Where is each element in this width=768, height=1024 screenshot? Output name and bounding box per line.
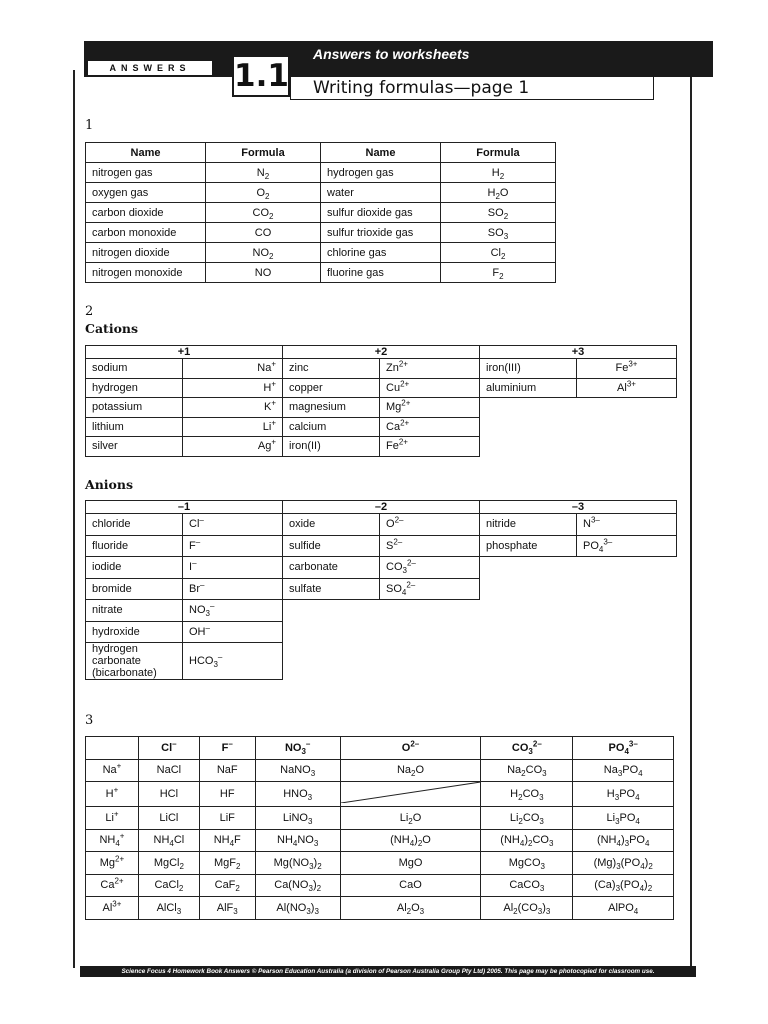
cation-row-header: $Ca^{2+}$	[86, 874, 139, 897]
table-row	[86, 378, 677, 398]
charge-group-header: –3	[480, 501, 677, 514]
ion-name: sulfide	[283, 535, 380, 557]
header-kicker: Answers to worksheets	[313, 46, 470, 62]
cation-row-header: Na+	[86, 759, 139, 782]
compound-formula: MgCl$_2$	[138, 852, 199, 875]
empty-cell	[577, 417, 677, 437]
compound-name: water	[321, 183, 441, 203]
column-header: Formula	[206, 143, 321, 163]
empty-cell	[480, 417, 577, 437]
compound-formula: CaCl$_2$	[138, 874, 199, 897]
page-frame-right	[690, 70, 692, 968]
compound-formula: AlCl$_3$	[138, 897, 199, 920]
empty-cell	[480, 621, 577, 643]
anion-column-header: $O^{2-}$	[340, 737, 481, 760]
compound-formula: $F_2$	[440, 263, 555, 283]
compound-formula: $Al_2(CO_3)_3$	[481, 897, 573, 920]
empty-cell	[283, 600, 380, 622]
ion-name: nitrate	[86, 600, 183, 622]
anion-column-header: $NO_3^-$	[255, 737, 340, 760]
footer-copyright: Science Focus 4 Homework Book Answers © Pearson Education Australia (a division of Pearson Australia Group Pty Ltd) 2005. This page may be photocopied for classroom use.	[80, 966, 696, 977]
ion-name: chloride	[86, 514, 183, 536]
compound-formula: NaF	[199, 759, 255, 782]
compound-formula: $(Ca)_3(PO_4)_2$	[573, 874, 674, 897]
compound-formula: LiF	[199, 807, 255, 830]
table-header-row	[86, 143, 556, 163]
table-row	[86, 578, 677, 600]
ion-symbol: F–	[183, 535, 283, 557]
cation-row-header: $Al^{3+}$	[86, 897, 139, 920]
ion-symbol: $Mg^{2+}$	[380, 398, 480, 418]
compound-formula: $H_2CO_3$	[481, 782, 573, 807]
compound-formula: $(NH_4)_2O$	[340, 829, 481, 852]
compound-formula: $Na_2O$	[340, 759, 481, 782]
ion-symbol: $CO_3^{2-}$	[380, 557, 480, 579]
empty-cell	[577, 600, 677, 622]
ion-name: phosphate	[480, 535, 577, 557]
section-number: 1.1	[232, 55, 290, 97]
empty-cell	[380, 621, 480, 643]
anions-table	[85, 500, 677, 680]
compound-formula: $H_3PO_4$	[573, 782, 674, 807]
compound-formula: CaF$_2$	[199, 874, 255, 897]
compound-formula: MgF$_2$	[199, 852, 255, 875]
empty-cell	[380, 643, 480, 680]
compound-formula: $NH_4F$	[199, 829, 255, 852]
column-header: Name	[321, 143, 441, 163]
ion-symbol: $N^{3-}$	[577, 514, 677, 536]
table-header-row	[86, 737, 674, 760]
empty-cell	[577, 437, 677, 457]
compound-formula: $(NH_4)_2CO_3$	[481, 829, 573, 852]
empty-cell	[577, 398, 677, 418]
compound-formula: $NH_4NO_3$	[255, 829, 340, 852]
table-row	[86, 263, 556, 283]
anion-column-header: $CO_3^{2-}$	[481, 737, 573, 760]
ion-name: fluoride	[86, 535, 183, 557]
ion-name: potassium	[86, 398, 183, 418]
compound-formula: HF	[199, 782, 255, 807]
compound-name: carbon monoxide	[86, 223, 206, 243]
ion-symbol: Li+	[183, 417, 283, 437]
compound-formula: $Li_2O$	[340, 807, 481, 830]
compound-formula: $NO_2$	[206, 243, 321, 263]
compound-formula: $Li_3PO_4$	[573, 807, 674, 830]
table-row	[86, 398, 677, 418]
empty-cell	[480, 437, 577, 457]
compound-formula: $N_2$	[206, 163, 321, 183]
question-1-number: 1	[85, 118, 94, 133]
cation-row-header: $NH_4^+$	[86, 829, 139, 852]
table-row	[86, 243, 556, 263]
ion-symbol: $PO_4^{3-}$	[577, 535, 677, 557]
table-row	[86, 163, 556, 183]
cation-groups-row	[86, 346, 677, 359]
empty-cell	[577, 643, 677, 680]
ion-symbol: $SO_4^{2-}$	[380, 578, 480, 600]
question-3-table	[85, 736, 674, 920]
compound-name: nitrogen gas	[86, 163, 206, 183]
table-row	[86, 807, 674, 830]
table-row	[86, 535, 677, 557]
cation-row-header: $Mg^{2+}$	[86, 852, 139, 875]
ion-name: hydrogen carbonate (bicarbonate)	[86, 643, 183, 680]
column-header: Formula	[440, 143, 555, 163]
cations-table	[85, 345, 677, 457]
compound-formula: $Ca(NO_3)_2$	[255, 874, 340, 897]
ion-symbol: $S^{2-}$	[380, 535, 480, 557]
ion-symbol: $NO_3^-$	[183, 600, 283, 622]
ion-symbol: Br–	[183, 578, 283, 600]
ion-symbol: $Al^{3+}$	[577, 378, 677, 398]
charge-group-header: –2	[283, 501, 480, 514]
question-3-number: 3	[85, 713, 94, 728]
compound-formula: $NH_4Cl$	[138, 829, 199, 852]
compound-formula: $Na_3PO_4$	[573, 759, 674, 782]
compound-name: sulfur dioxide gas	[321, 203, 441, 223]
ion-name: nitride	[480, 514, 577, 536]
ion-symbol: K+	[183, 398, 283, 418]
ion-symbol: $O^{2-}$	[380, 514, 480, 536]
compound-formula: $H_2O$	[440, 183, 555, 203]
ion-name: zinc	[283, 359, 380, 379]
table-row	[86, 759, 674, 782]
diagonal-line-icon	[341, 782, 481, 803]
compound-formula: $Mg(NO_3)_2$	[255, 852, 340, 875]
table-row	[86, 874, 674, 897]
compound-formula: $Cl_2$	[440, 243, 555, 263]
empty-cell	[480, 557, 577, 579]
compound-formula: $Al_2O_3$	[340, 897, 481, 920]
compound-formula: $Al(NO_3)_3$	[255, 897, 340, 920]
empty-cell	[480, 578, 577, 600]
ion-name: copper	[283, 378, 380, 398]
not-applicable-cell	[340, 782, 481, 807]
compound-formula: CaO	[340, 874, 481, 897]
ion-name: hydrogen	[86, 378, 183, 398]
ion-symbol: $Fe^{2+}$	[380, 437, 480, 457]
compound-formula: $SO_2$	[440, 203, 555, 223]
compound-name: hydrogen gas	[321, 163, 441, 183]
ion-name: iron(II)	[283, 437, 380, 457]
ion-symbol: I–	[183, 557, 283, 579]
table-row	[86, 557, 677, 579]
compound-formula: LiNO$_3$	[255, 807, 340, 830]
ion-name: aluminium	[480, 378, 577, 398]
compound-formula: $(NH_4)_3PO_4$	[573, 829, 674, 852]
empty-cell	[577, 578, 677, 600]
table-row	[86, 223, 556, 243]
compound-name: chlorine gas	[321, 243, 441, 263]
table-row	[86, 782, 674, 807]
anion-column-header: Cl–	[138, 737, 199, 760]
empty-cell	[577, 621, 677, 643]
ion-name: sodium	[86, 359, 183, 379]
ion-symbol: OH–	[183, 621, 283, 643]
compound-name: nitrogen monoxide	[86, 263, 206, 283]
ion-name: carbonate	[283, 557, 380, 579]
compound-formula: LiCl	[138, 807, 199, 830]
cation-row-header: H+	[86, 782, 139, 807]
ion-symbol: $Cu^{2+}$	[380, 378, 480, 398]
table-row	[86, 514, 677, 536]
compound-formula: $O_2$	[206, 183, 321, 203]
table-row	[86, 203, 556, 223]
ion-name: magnesium	[283, 398, 380, 418]
compound-formula: NaCl	[138, 759, 199, 782]
empty-cell	[577, 557, 677, 579]
cations-heading: Cations	[85, 321, 139, 336]
ion-symbol: $Fe^{3+}$	[577, 359, 677, 379]
empty-cell	[380, 600, 480, 622]
compound-formula: $H_2$	[440, 163, 555, 183]
compound-name: oxygen gas	[86, 183, 206, 203]
ion-symbol: Cl–	[183, 514, 283, 536]
cation-row-header: Li+	[86, 807, 139, 830]
empty-cell	[283, 621, 380, 643]
compound-name: nitrogen dioxide	[86, 243, 206, 263]
compound-formula: CaCO$_3$	[481, 874, 573, 897]
ion-name: hydroxide	[86, 621, 183, 643]
charge-group-header: +1	[86, 346, 283, 359]
table-row	[86, 643, 677, 680]
compound-formula: NO	[206, 263, 321, 283]
empty-cell	[480, 600, 577, 622]
ion-symbol: Ag+	[183, 437, 283, 457]
table-row	[86, 621, 677, 643]
ion-name: bromide	[86, 578, 183, 600]
question-2-number: 2	[85, 304, 94, 319]
column-header: Name	[86, 143, 206, 163]
empty-cell	[480, 398, 577, 418]
compound-formula: $HNO_3$	[255, 782, 340, 807]
compound-formula: MgO	[340, 852, 481, 875]
page-title: Writing formulas—page 1	[313, 78, 530, 98]
compound-formula: MgCO$_3$	[481, 852, 573, 875]
ion-symbol: $HCO_3^-$	[183, 643, 283, 680]
compound-formula: $Na_2CO_3$	[481, 759, 573, 782]
table-row	[86, 852, 674, 875]
answers-label: ANSWERS	[109, 63, 191, 73]
compound-formula: $CO_2$	[206, 203, 321, 223]
question-1-table	[85, 142, 556, 283]
table-row	[86, 829, 674, 852]
ion-symbol: H+	[183, 378, 283, 398]
table-row	[86, 417, 677, 437]
ion-name: iron(III)	[480, 359, 577, 379]
charge-group-header: +2	[283, 346, 480, 359]
anion-column-header: $PO_4^{3-}$	[573, 737, 674, 760]
corner-cell	[86, 737, 139, 760]
anion-groups-row	[86, 501, 677, 514]
compound-formula: AlPO$_4$	[573, 897, 674, 920]
ion-name: calcium	[283, 417, 380, 437]
ion-symbol: $Ca^{2+}$	[380, 417, 480, 437]
compound-formula: $SO_3$	[440, 223, 555, 243]
compound-formula: HCl	[138, 782, 199, 807]
page-frame-left	[73, 70, 75, 968]
compound-formula: NaNO$_3$	[255, 759, 340, 782]
anion-column-header: F–	[199, 737, 255, 760]
compound-formula: AlF$_3$	[199, 897, 255, 920]
ion-name: oxide	[283, 514, 380, 536]
table-row	[86, 183, 556, 203]
table-row	[86, 437, 677, 457]
compound-formula: $Li_2CO_3$	[481, 807, 573, 830]
compound-name: sulfur trioxide gas	[321, 223, 441, 243]
table-row	[86, 359, 677, 379]
anions-heading: Anions	[85, 477, 133, 492]
empty-cell	[283, 643, 380, 680]
empty-cell	[480, 643, 577, 680]
compound-formula: CO	[206, 223, 321, 243]
compound-formula: $(Mg)_3(PO_4)_2$	[573, 852, 674, 875]
compound-name: carbon dioxide	[86, 203, 206, 223]
ion-symbol: $Zn^{2+}$	[380, 359, 480, 379]
ion-name: silver	[86, 437, 183, 457]
compound-name: fluorine gas	[321, 263, 441, 283]
ion-name: iodide	[86, 557, 183, 579]
charge-group-header: –1	[86, 501, 283, 514]
charge-group-header: +3	[480, 346, 677, 359]
table-row	[86, 600, 677, 622]
ion-name: lithium	[86, 417, 183, 437]
ion-symbol: Na+	[183, 359, 283, 379]
table-row	[86, 897, 674, 920]
ion-name: sulfate	[283, 578, 380, 600]
